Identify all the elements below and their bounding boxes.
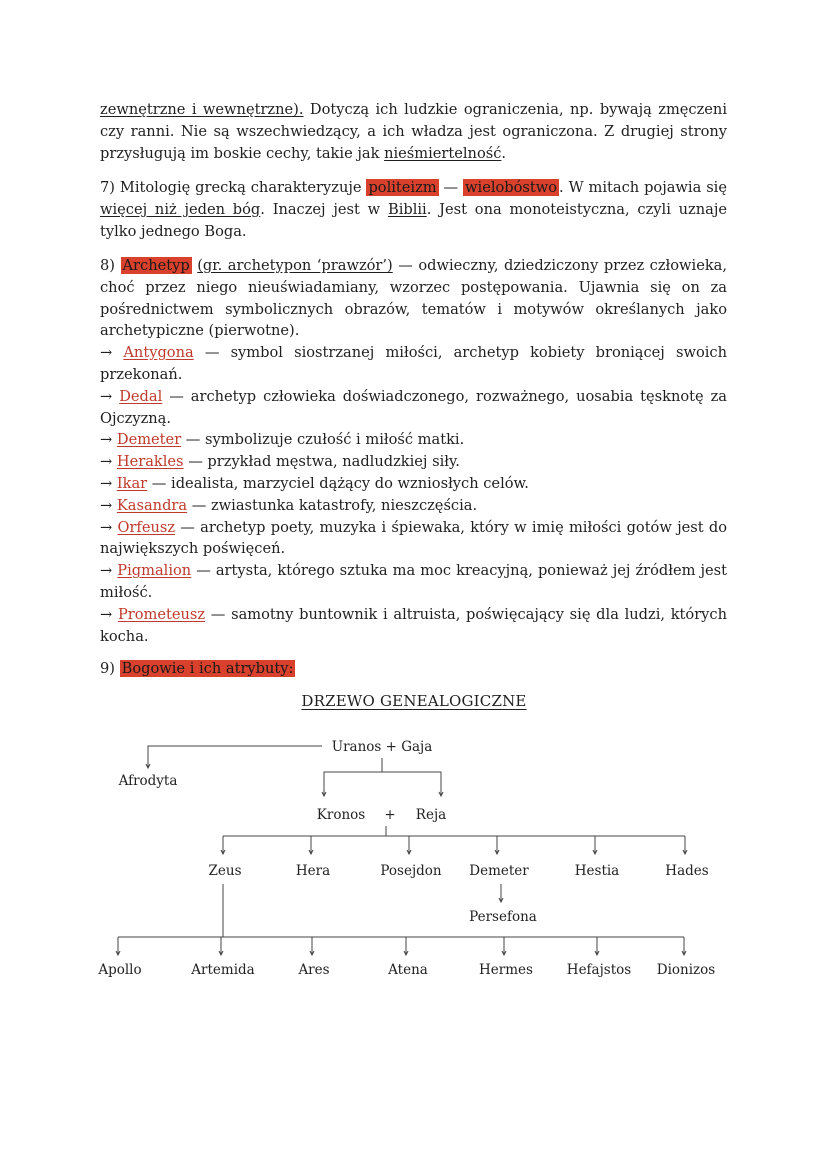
tree-node-afrodyta: Afrodyta — [118, 773, 178, 789]
archetype-description: — archetyp poety, muzyka i śpiewaka, który w imię miłości gotów jest do największych poświęceń. — [100, 518, 727, 558]
archetype-item — [100, 429, 727, 451]
tree-node-apollo: Apollo — [98, 962, 142, 978]
tree-node-reja: Reja — [415, 807, 447, 823]
highlighted-term: wielobóstwo — [465, 179, 558, 196]
archetype-name[interactable]: Herakles — [116, 453, 184, 471]
arrow-icon: → — [100, 344, 124, 362]
archetype-name[interactable]: Pigmalion — [117, 562, 192, 580]
archetype-description: — zwiastunka katastrofy, nieszczęścia. — [187, 496, 478, 514]
arrow-icon: → — [100, 562, 118, 580]
archetype-list — [100, 342, 727, 647]
text-run: . Inaczej jest w — [260, 200, 388, 218]
paragraph-9 — [100, 658, 727, 680]
tree-node-persefona: Persefona — [469, 909, 537, 925]
tree-node-demeter: Demeter — [469, 863, 529, 879]
tree-node-ares: Ares — [298, 962, 330, 978]
paragraph-8 — [100, 255, 727, 647]
archetype-description: — przykład męstwa, nadludzkiej siły. — [183, 453, 460, 471]
archetype-name[interactable]: Dedal — [119, 387, 163, 405]
text-run: . W mitach pojawia się — [559, 179, 727, 196]
highlighted-heading: Bogowie i ich atrybuty: — [121, 660, 294, 677]
highlighted-term: politeizm — [368, 179, 437, 196]
underlined-phrase: zewnętrzne i wewnętrzne). — [100, 101, 304, 118]
arrow-icon: → — [100, 453, 117, 471]
archetype-item — [100, 495, 727, 517]
text-run: — — [438, 179, 464, 196]
paragraph-gods-traits — [100, 99, 727, 164]
arrow-icon: → — [100, 474, 117, 492]
archetype-name[interactable]: Demeter — [116, 431, 182, 449]
tree-node-posejdon: Posejdon — [380, 863, 442, 879]
archetype-item — [100, 473, 727, 495]
tree-node-hestia: Hestia — [574, 863, 620, 879]
archetype-name[interactable]: Antygona — [123, 344, 194, 362]
arrow-icon: → — [100, 431, 117, 449]
genealogy-tree — [0, 730, 828, 990]
tree-node-atena: Atena — [388, 962, 428, 978]
text-run: — odwieczny, dziedziczony przez człowieka, choć przez niego nieuświadamiany, wzorzec postępowania. Ujawnia się on za pośrednictwem symbolicznych obrazów, tematów i motywów określanych jako archetypiczne (pierwotne). — [100, 257, 728, 340]
underlined-phrase: więcej niż jeden bóg — [100, 200, 261, 218]
archetype-description: — archetyp człowieka doświadczonego, rozważnego, uosabia tęsknotę za Ojczyzną. — [100, 387, 727, 427]
archetype-description: — idealista, marzyciel dążący do wzniosłych celów. — [147, 474, 529, 492]
arrow-icon: → — [100, 605, 118, 623]
archetype-item — [100, 386, 727, 430]
archetype-name[interactable]: Kasandra — [116, 496, 188, 514]
tree-title: DRZEWO GENEALOGICZNE — [301, 692, 527, 710]
text-run: Dotyczą ich ludzkie ograniczenia, np. bywają zmęczeni czy ranni. Nie są wszechwiedzący, a ich władza jest ograniczona. Z drugiej strony przysługują im boskie cechy, takie jak — [100, 101, 727, 162]
archetype-item — [100, 604, 727, 648]
connector — [148, 746, 322, 768]
text-run: 8) — [100, 257, 121, 274]
arrow-icon: → — [100, 518, 118, 536]
archetype-item — [100, 342, 727, 386]
tree-node-hermes: Hermes — [479, 962, 533, 978]
archetype-item — [100, 560, 727, 604]
arrow-icon: → — [100, 496, 117, 514]
tree-node-hera: Hera — [295, 863, 331, 879]
paragraph-7 — [100, 177, 727, 242]
archetype-item — [100, 451, 727, 473]
tree-node-zeus: Zeus — [208, 863, 242, 879]
tree-node-dionizos: Dionizos — [656, 962, 716, 978]
arrow-icon: → — [100, 387, 120, 405]
tree-node-hades: Hades — [665, 863, 709, 879]
tree-plus: + — [384, 807, 396, 823]
children-group — [209, 836, 709, 879]
underlined-term: nieśmiertelność — [384, 144, 502, 162]
archetype-description: — symbolizuje czułość i miłość matki. — [181, 431, 465, 449]
text-run: 7) Mitologię grecką charakteryzuje — [100, 179, 367, 196]
text-run: . — [501, 144, 507, 162]
connector — [324, 772, 441, 796]
archetype-name[interactable]: Orfeusz — [117, 518, 176, 536]
underlined-phrase: (gr. archetypon ‘prawzór’) — [197, 257, 393, 274]
archetype-name[interactable]: Ikar — [116, 474, 148, 492]
text-run: . Jest ona monoteistyczna, czyli uznaje tylko jednego Boga. — [100, 200, 728, 240]
zeus-children-group — [97, 937, 715, 978]
tree-node-kronos: Kronos — [316, 807, 366, 823]
tree-node-artemida: Artemida — [191, 962, 255, 978]
tree-root-label: Uranos + Gaja — [331, 739, 433, 755]
underlined-term: Biblii — [387, 200, 427, 218]
text-run: 9) — [100, 660, 120, 677]
tree-node-hefajstos: Hefajstos — [566, 962, 632, 978]
archetype-description: — samotny buntownik i altruista, poświęcający się dla ludzi, których kocha. — [100, 605, 727, 645]
archetype-name[interactable]: Prometeusz — [117, 605, 206, 623]
archetype-item — [100, 517, 727, 561]
archetype-description: — symbol siostrzanej miłości, archetyp kobiety broniącej swoich przekonań. — [100, 344, 727, 383]
highlighted-term: Archetyp — [122, 257, 190, 274]
archetype-description: — artysta, którego sztuka ma moc kreacyjną, ponieważ jej źródłem jest miłość. — [100, 562, 727, 601]
